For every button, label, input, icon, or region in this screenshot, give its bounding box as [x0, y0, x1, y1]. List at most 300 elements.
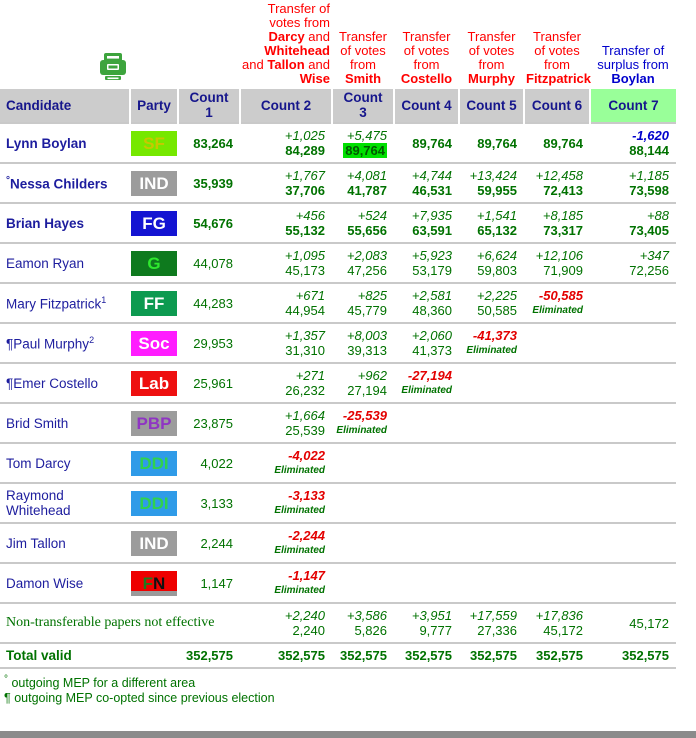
- candidate-name-text: Brid Smith: [6, 415, 69, 431]
- count-cell-c2: [240, 163, 332, 203]
- total-value: 72,413: [543, 183, 583, 198]
- total-value: 29,953: [193, 335, 233, 351]
- count-cell-c1: [178, 483, 240, 523]
- total-value: 41,373: [412, 343, 452, 358]
- count-cell-c1: [178, 323, 240, 363]
- candidate-row: [0, 323, 676, 363]
- total-value: 48,360: [412, 303, 452, 318]
- count-cell-c5: [459, 523, 524, 563]
- party-badge-sf: SF: [131, 131, 177, 156]
- transfer-value: +12,458: [535, 168, 583, 183]
- total-value: 88,144: [629, 143, 669, 158]
- transfer-value: +8,185: [542, 208, 583, 223]
- candidate-name-text: Nessa Childers: [10, 176, 108, 192]
- transfer-value: +271: [295, 368, 325, 383]
- candidate-row: [0, 203, 676, 243]
- total-value: 72,256: [629, 263, 669, 278]
- candidate-name: [0, 363, 130, 403]
- total-value: 3,133: [200, 495, 233, 511]
- count-cell-c4: [394, 163, 459, 203]
- count-cell-c4: [394, 203, 459, 243]
- count-cell-c2: [240, 603, 332, 643]
- transfer-value: +524: [357, 208, 387, 223]
- transfer-value: +6,624: [476, 248, 517, 263]
- transfer-value: +4,081: [346, 168, 387, 183]
- transfer-note-c7: Transfer of surplus from Boylan: [597, 43, 669, 86]
- printer-icon[interactable]: [98, 52, 128, 86]
- transfer-value: -25,539: [342, 408, 387, 423]
- party-cell: [130, 243, 178, 283]
- candidate-name-text: Jim Tallon: [6, 535, 66, 551]
- total-valid-c2: [240, 643, 332, 668]
- party-badge-ind: IND: [131, 171, 177, 196]
- count-cell-c7: [590, 123, 676, 163]
- count-cell-c3: [332, 443, 394, 483]
- count-cell-c6: [524, 443, 590, 483]
- count-cell-c2: [240, 243, 332, 283]
- total-value: 89,764: [543, 135, 583, 151]
- total-value: 45,779: [347, 303, 387, 318]
- total-value: 35,939: [193, 175, 233, 191]
- transfer-value: +13,424: [469, 168, 517, 183]
- total-valid-row: [0, 643, 676, 668]
- total-value: 9,777: [419, 623, 452, 638]
- candidate-row: [0, 403, 676, 443]
- total-value: 27,194: [347, 383, 387, 398]
- party-cell: [130, 363, 178, 403]
- transfer-value: +456: [295, 208, 325, 223]
- count-cell-c3: [332, 483, 394, 523]
- count-cell-c7: [590, 243, 676, 283]
- count-cell-c5: [459, 603, 524, 643]
- count-cell-c7: [590, 163, 676, 203]
- count-cell-c6: [524, 603, 590, 643]
- count-cell-c3: [332, 363, 394, 403]
- party-badge-soc: Soc: [131, 331, 177, 356]
- column-header-c5: Count 5: [459, 89, 524, 123]
- count-cell-c3: [332, 163, 394, 203]
- count-cell-c5: [459, 443, 524, 483]
- transfer-value: -1,147: [288, 568, 325, 583]
- candidate-name-text: Lynn Boylan: [6, 135, 87, 151]
- total-value: 44,078: [193, 255, 233, 271]
- party-cell: [130, 123, 178, 163]
- count-cell-c4: [394, 123, 459, 163]
- count-cell-c1: [178, 363, 240, 403]
- transfer-note-c2: Transfer of votes from Darcy and Whitehead and Tallon and Wise: [242, 1, 330, 86]
- count-cell-c5: [459, 363, 524, 403]
- column-header-c1: Count 1: [178, 89, 240, 123]
- transfer-value: +17,836: [535, 608, 583, 623]
- candidate-name-text: Raymond Whitehead: [6, 488, 71, 518]
- total-valid-value: 352,575: [340, 648, 387, 663]
- total-value: 59,803: [477, 263, 517, 278]
- count-cell-c3: [332, 123, 394, 163]
- count-cell-c4: [394, 403, 459, 443]
- party-cell: [130, 483, 178, 523]
- candidate-name: [0, 163, 130, 203]
- total-valid-value: 352,575: [405, 648, 452, 663]
- eliminated-label: Eliminated: [466, 345, 517, 356]
- count-cell-c7: [590, 523, 676, 563]
- count-cell-c7: [590, 203, 676, 243]
- count-cell-c4: [394, 483, 459, 523]
- count-cell-c1: [178, 163, 240, 203]
- count-cell-c7: [590, 323, 676, 363]
- party-badge-ff: FF: [131, 291, 177, 316]
- column-header-row: [0, 89, 676, 123]
- total-value: 44,283: [193, 295, 233, 311]
- count-cell-c4: [394, 363, 459, 403]
- count-cell-c6: [524, 523, 590, 563]
- count-cell-c5: [459, 323, 524, 363]
- transfer-value: +347: [639, 248, 669, 263]
- transfer-value: +1,541: [476, 208, 517, 223]
- total-valid-c3: [332, 643, 394, 668]
- count-cell-c4: [394, 243, 459, 283]
- eliminated-label: Eliminated: [274, 465, 325, 476]
- count-cell-c6: [524, 283, 590, 323]
- count-cell-c7: [590, 563, 676, 603]
- count-cell-c6: [524, 323, 590, 363]
- transfer-value: +5,923: [411, 248, 452, 263]
- count-cell-c2: [240, 403, 332, 443]
- transfer-value: -50,585: [538, 288, 583, 303]
- count-cell-c3: [332, 563, 394, 603]
- column-header-c7: Count 7: [590, 89, 676, 123]
- count-cell-c3: [332, 203, 394, 243]
- note-spacer: [130, 0, 178, 89]
- count-cell-c2: [240, 283, 332, 323]
- transfer-value: +2,225: [476, 288, 517, 303]
- count-cell-c5: [459, 563, 524, 603]
- eliminated-label: Eliminated: [274, 545, 325, 556]
- candidate-name-text: Eamon Ryan: [6, 255, 85, 271]
- total-value: 45,173: [285, 263, 325, 278]
- total-value: 54,676: [193, 215, 233, 231]
- candidate-name-text: Tom Darcy: [6, 455, 71, 471]
- transfer-value: +2,060: [411, 328, 452, 343]
- total-value: 71,909: [543, 263, 583, 278]
- count-cell-c2: [240, 563, 332, 603]
- count-cell-c6: [524, 163, 590, 203]
- transfer-value: -1,620: [632, 128, 669, 143]
- transfer-value: +1,025: [284, 128, 325, 143]
- party-cell: [130, 203, 178, 243]
- total-value: 84,289: [285, 143, 325, 158]
- transfer-value: +2,581: [411, 288, 452, 303]
- total-value: 47,256: [347, 263, 387, 278]
- column-header-c6: Count 6: [524, 89, 590, 123]
- footnote-marker: ¶: [4, 691, 11, 706]
- transfer-value: +12,106: [535, 248, 583, 263]
- footnote-marker: ¶: [6, 375, 14, 391]
- count-cell-c6: [524, 123, 590, 163]
- total-value: [332, 143, 387, 158]
- party-cell: [130, 323, 178, 363]
- party-badge-fg: FG: [131, 211, 177, 236]
- total-valid-c6: [524, 643, 590, 668]
- total-value: 1,147: [200, 575, 233, 591]
- total-valid-value: 352,575: [278, 648, 325, 663]
- column-header-c4: Count 4: [394, 89, 459, 123]
- candidate-name: [0, 283, 130, 323]
- party-badge-ddi: DDI: [131, 451, 177, 476]
- candidate-name: [0, 443, 130, 483]
- footnote-text: outgoing MEP co-opted since previous election: [10, 691, 275, 706]
- count-cell-c7: [590, 363, 676, 403]
- count-cell-c5: [459, 163, 524, 203]
- party-cell: [130, 163, 178, 203]
- eliminated-label: Eliminated: [274, 585, 325, 596]
- transfer-value: +7,935: [411, 208, 452, 223]
- count-cell-c3: [332, 403, 394, 443]
- total-valid-c4: [394, 643, 459, 668]
- party-badge-g: G: [131, 251, 177, 276]
- total-value: 45,172: [629, 615, 669, 631]
- candidate-row: [0, 363, 676, 403]
- count-cell-c3: [332, 283, 394, 323]
- transfer-value: +2,240: [284, 608, 325, 623]
- party-badge-fn: FN: [131, 571, 177, 596]
- footnotes-cell: [0, 668, 676, 711]
- total-valid-value: 352,575: [470, 648, 517, 663]
- party-cell: [130, 283, 178, 323]
- count-cell-c4: [394, 523, 459, 563]
- party-cell: [130, 523, 178, 563]
- count-cell-c6: [524, 403, 590, 443]
- party-cell: [130, 443, 178, 483]
- total-value: 26,232: [285, 383, 325, 398]
- count-cell-c2: [240, 483, 332, 523]
- count-cell-c6: [524, 243, 590, 283]
- non-transferable-row: [0, 603, 676, 643]
- count-cell-c2: [240, 363, 332, 403]
- candidate-row: [0, 483, 676, 523]
- printer-cell: [0, 0, 130, 89]
- candidate-name: [0, 123, 130, 163]
- transfer-value: +4,744: [411, 168, 452, 183]
- total-value: 65,132: [477, 223, 517, 238]
- transfer-value: +1,095: [284, 248, 325, 263]
- transfer-value: -2,244: [288, 528, 325, 543]
- total-valid-value: 352,575: [186, 648, 233, 663]
- transfer-notes-row: [0, 0, 676, 89]
- count-cell-c4: [394, 283, 459, 323]
- transfer-value: +671: [295, 288, 325, 303]
- party-badge-lab: Lab: [131, 371, 177, 396]
- count-cell-c3: [332, 323, 394, 363]
- non-transferable-label: Non-transferable papers not effective: [6, 615, 215, 630]
- count-cell-c6: [524, 203, 590, 243]
- footnote-text: outgoing MEP for a different area: [8, 676, 196, 691]
- count-cell-c1: [178, 403, 240, 443]
- transfer-value: +1,664: [284, 408, 325, 423]
- total-value: 39,313: [347, 343, 387, 358]
- count-cell-c4: [394, 563, 459, 603]
- count-cell-c1: [178, 283, 240, 323]
- total-value: 46,531: [412, 183, 452, 198]
- column-header-c2: Count 2: [240, 89, 332, 123]
- count-cell-c1: [178, 443, 240, 483]
- party-cell: [130, 563, 178, 603]
- count-cell-c3: [332, 523, 394, 563]
- candidate-name: [0, 403, 130, 443]
- candidate-name-text: Mary Fitzpatrick: [6, 296, 102, 312]
- transfer-value: +1,357: [284, 328, 325, 343]
- count-cell-c5: [459, 123, 524, 163]
- footnote-marker: °: [6, 174, 10, 186]
- candidate-name: [0, 203, 130, 243]
- candidate-row: [0, 443, 676, 483]
- total-value: 37,706: [285, 183, 325, 198]
- total-value: 2,244: [200, 535, 233, 551]
- transfer-note-c6: Transfer of votes from Fitzpatrick: [526, 29, 592, 86]
- total-value: 25,539: [285, 423, 325, 438]
- count-cell-c5: [459, 203, 524, 243]
- count-cell-c5: [459, 403, 524, 443]
- transfer-value: -3,133: [288, 488, 325, 503]
- transfer-value: +825: [357, 288, 387, 303]
- count-cell-c3: [332, 243, 394, 283]
- total-valid-c1: [178, 643, 240, 668]
- footnotes-row: [0, 668, 676, 711]
- eliminated-label: Eliminated: [274, 505, 325, 516]
- count-cell-c4: [394, 603, 459, 643]
- count-cell-c7: [590, 283, 676, 323]
- transfer-value: -41,373: [472, 328, 517, 343]
- party-cell: [130, 403, 178, 443]
- candidate-row: [0, 243, 676, 283]
- count-cell-c4: [394, 443, 459, 483]
- total-valid-value: 352,575: [622, 648, 669, 663]
- transfer-value: +962: [357, 368, 387, 383]
- total-value: 45,172: [543, 623, 583, 638]
- total-value: 44,954: [285, 303, 325, 318]
- note-spacer: [178, 0, 240, 89]
- transfer-value: +1,767: [284, 168, 325, 183]
- candidate-name: [0, 483, 130, 523]
- total-value: 83,264: [193, 135, 233, 151]
- count-cell-c5: [459, 243, 524, 283]
- transfer-note-c4: Transfer of votes from Costello: [400, 29, 453, 86]
- total-valid-c5: [459, 643, 524, 668]
- count-cell-c2: [240, 523, 332, 563]
- count-cell-c2: [240, 323, 332, 363]
- total-value: 23,875: [193, 415, 233, 431]
- total-valid-label: Total valid: [6, 648, 72, 663]
- count-cell-c2: [240, 203, 332, 243]
- eliminated-label: Eliminated: [532, 305, 583, 316]
- total-value: 55,132: [285, 223, 325, 238]
- total-value: 89,764: [412, 135, 452, 151]
- count-cell-c7: [590, 603, 676, 643]
- column-header-c3: Count 3: [332, 89, 394, 123]
- transfer-value: +8,003: [346, 328, 387, 343]
- total-value: 5,826: [354, 623, 387, 638]
- party-badge-ind: IND: [131, 531, 177, 556]
- count-cell-c2: [240, 123, 332, 163]
- total-value: 25,961: [193, 375, 233, 391]
- candidate-name: [0, 243, 130, 283]
- count-cell-c1: [178, 523, 240, 563]
- candidate-name-text: Brian Hayes: [6, 215, 85, 231]
- footnote-marker: °: [4, 674, 8, 685]
- party-badge-pbp: PBP: [131, 411, 177, 436]
- total-valid-c7: [590, 643, 676, 668]
- transfer-value: +1,185: [628, 168, 669, 183]
- party-badge-ddi: DDI: [131, 491, 177, 516]
- transfer-note-c3: Transfer of votes from Smith: [339, 29, 387, 86]
- transfer-value: +3,586: [346, 608, 387, 623]
- candidate-name-text: Paul Murphy: [13, 336, 90, 352]
- total-value: 2,240: [292, 623, 325, 638]
- footnote-marker: ¶: [6, 336, 14, 352]
- total-value: 59,955: [477, 183, 517, 198]
- footnote-ref: 2: [89, 334, 95, 345]
- window-bottom-bar: [0, 731, 696, 738]
- count-cell-c6: [524, 363, 590, 403]
- candidate-row: [0, 163, 676, 203]
- footnote-ref: 1: [101, 294, 107, 305]
- elected-quota-highlight: 89,764: [345, 143, 385, 158]
- count-cell-c1: [178, 203, 240, 243]
- total-value: 73,598: [629, 183, 669, 198]
- count-cell-c3: [332, 603, 394, 643]
- candidate-row: [0, 123, 676, 163]
- total-value: 63,591: [412, 223, 452, 238]
- total-value: 50,585: [477, 303, 517, 318]
- count-cell-c1: [178, 243, 240, 283]
- total-value: 53,179: [412, 263, 452, 278]
- count-cell-c7: [590, 443, 676, 483]
- count-cell-c5: [459, 483, 524, 523]
- total-value: 73,405: [629, 223, 669, 238]
- total-value: 73,317: [543, 223, 583, 238]
- total-valid-value: 352,575: [536, 648, 583, 663]
- transfer-value: +2,083: [346, 248, 387, 263]
- count-cell-c7: [590, 403, 676, 443]
- eliminated-label: Eliminated: [336, 425, 387, 436]
- candidate-row: [0, 523, 676, 563]
- candidate-name-text: Damon Wise: [6, 575, 84, 591]
- candidate-name: [0, 523, 130, 563]
- count-cell-c7: [590, 483, 676, 523]
- transfer-value: -27,194: [407, 368, 452, 383]
- count-cell-c5: [459, 283, 524, 323]
- count-cell-c4: [394, 323, 459, 363]
- transfer-value: -4,022: [288, 448, 325, 463]
- count-cell-c6: [524, 563, 590, 603]
- total-value: 4,022: [200, 455, 233, 471]
- candidate-row: [0, 563, 676, 603]
- total-value: 55,656: [347, 223, 387, 238]
- count-cell-c1: [178, 563, 240, 603]
- column-header-candidate: Candidate: [0, 89, 130, 123]
- count-cell-c1: [178, 123, 240, 163]
- transfer-value: +17,559: [469, 608, 517, 623]
- total-value: 31,310: [285, 343, 325, 358]
- candidate-name-text: Emer Costello: [13, 375, 99, 391]
- count-cell-c6: [524, 483, 590, 523]
- transfer-value: +3,951: [411, 608, 452, 623]
- total-value: 89,764: [477, 135, 517, 151]
- transfer-value: +88: [646, 208, 669, 223]
- candidate-row: [0, 283, 676, 323]
- candidate-name: [0, 563, 130, 603]
- total-value: 41,787: [347, 183, 387, 198]
- column-header-party: Party: [130, 89, 178, 123]
